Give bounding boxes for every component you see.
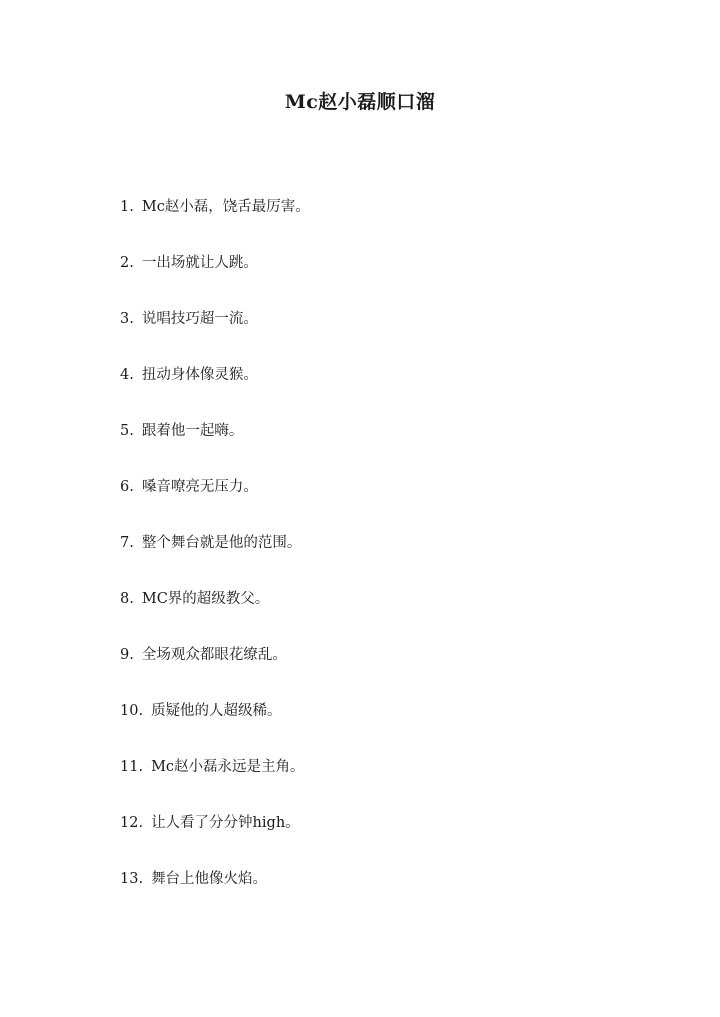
item-number: 8. (120, 591, 134, 607)
list-item (120, 755, 310, 811)
list-item (120, 643, 310, 699)
list-item (120, 867, 310, 923)
item-number: 2. (120, 255, 134, 271)
item-number: 4. (120, 367, 134, 383)
item-number: 1. (120, 199, 134, 215)
item-text: 扭动身体像灵猴。 (141, 367, 258, 383)
list-item (120, 251, 310, 307)
item-number: 7. (120, 535, 134, 551)
item-number: 10. (120, 703, 144, 719)
item-number: 9. (120, 647, 134, 663)
item-text: 跟着他一起嗨。 (141, 423, 244, 439)
list-item (120, 307, 310, 363)
item-text: 让人看了分分钟high。 (151, 815, 300, 831)
item-text: Mc赵小磊永远是主角。 (151, 759, 305, 775)
item-number: 6. (120, 479, 134, 495)
list-item (120, 587, 310, 643)
page-title: Mc赵小磊顺口溜 (284, 91, 436, 113)
item-text: 嗓音嘹亮无压力。 (141, 479, 258, 495)
item-text: MC界的超级教父。 (141, 591, 270, 607)
item-text: 全场观众都眼花缭乱。 (141, 647, 287, 663)
item-text: 说唱技巧超一流。 (141, 311, 258, 327)
list-item (120, 475, 310, 531)
item-text: 质疑他的人超级稀。 (151, 703, 282, 719)
item-number: 11. (120, 759, 144, 775)
item-text: 一出场就让人跳。 (141, 255, 258, 271)
item-text: 舞台上他像火焰。 (151, 871, 268, 887)
list-item (120, 811, 310, 867)
item-text: Mc赵小磊，饶舌最厉害。 (141, 199, 310, 215)
list-item (120, 363, 310, 419)
item-text: 整个舞台就是他的范围。 (141, 535, 302, 551)
item-number: 13. (120, 871, 144, 887)
list-item (120, 195, 310, 251)
item-number: 5. (120, 423, 134, 439)
list-item (120, 531, 310, 587)
item-number: 12. (120, 815, 144, 831)
verse-list (120, 195, 310, 923)
item-number: 3. (120, 311, 134, 327)
list-item (120, 699, 310, 755)
list-item (120, 419, 310, 475)
